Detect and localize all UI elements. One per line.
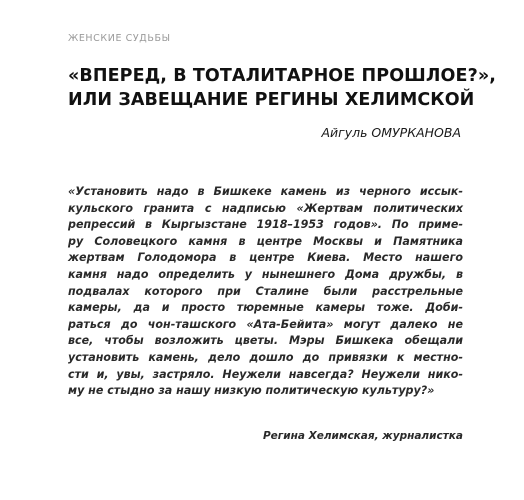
quote-line: подвалах которого при Сталине были расстрельные	[68, 284, 463, 298]
article-title	[68, 64, 496, 112]
author-byline: Айгуль ОМУРКАНОВА	[321, 125, 461, 140]
title-line-2: ИЛИ ЗАВЕЩАНИЕ РЕГИНЫ ХЕЛИМСКОЙ	[68, 90, 475, 110]
quote-line: кульского гранита с надписью «Жертвам политических	[68, 201, 463, 215]
quote-line: му не стыдно за нашу низкую политическую культуру?»	[68, 384, 435, 398]
quote-signature: Регина Хелимская, журналистка	[262, 430, 463, 442]
quote-line: сти и, увы, застряло. Неужели навсегда? Неужели нико-	[68, 367, 463, 381]
quote-line: «Установить надо в Бишкеке камень из черного иссык-	[68, 185, 463, 198]
quote-line: ру Соловецкого камня в центре Москвы и Памятника	[68, 234, 463, 248]
quote-line: установить камень, дело дошло до привязки к местно-	[68, 350, 463, 364]
quote-line: раться до чон-ташского «Ата-Бейита» могут далеко не	[68, 317, 463, 331]
section-label: ЖЕНСКИЕ СУДЬБЫ	[68, 33, 171, 44]
quote-line: камня надо определить у нынешнего Дома дружбы, в	[68, 267, 463, 281]
quote-line: камеры, да и просто тюремные камеры тоже. Доби-	[68, 301, 463, 315]
quote-line: все, чтобы возложить цветы. Мэры Бишкека обещали	[68, 334, 463, 348]
quote-line: жертвам Голодомора в центре Киева. Место нашего	[68, 251, 463, 265]
epigraph-quote	[68, 184, 463, 400]
quote-line: репрессий в Кыргызстане 1918–1953 годов». По приме-	[68, 218, 463, 232]
title-line-1: «ВПЕРЕД, В ТОТАЛИТАРНОЕ ПРОШЛОЕ?»,	[68, 66, 496, 86]
